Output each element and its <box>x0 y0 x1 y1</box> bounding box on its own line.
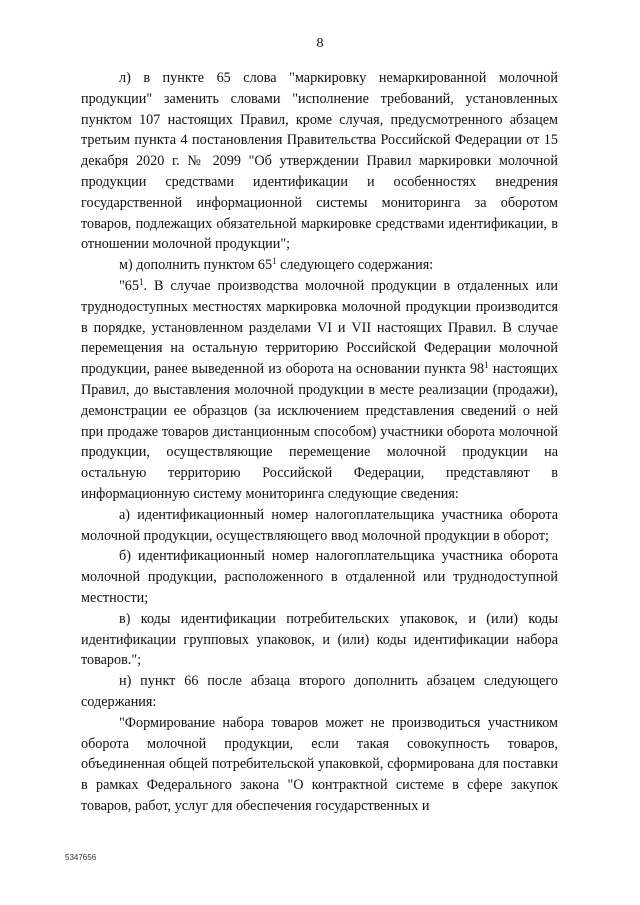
paragraph-text: настоящих Правил, до выставления молочной продукции в месте реализации (продажи), демонстрации ее образцов (за исключением представления сведений о ней при продаже товаров дистанционным способом) участники оборота молочной продукции, осуществляющие перемещение молочной продукции на остальную территорию Российской Федерации, представляют в информационную систему мониторинга следующие сведения: <box>81 361 558 502</box>
paragraph-n <box>81 671 558 713</box>
paragraph-text: "65 <box>119 277 139 294</box>
paragraph-text: б) идентификационный номер налогоплательщика участника оборота молочной продукции, расположенного в отдаленной или труднодоступной местности; <box>81 548 558 606</box>
paragraph-a <box>81 505 558 547</box>
paragraph-b <box>81 546 558 608</box>
superscript-index: 1 <box>484 360 489 371</box>
paragraph-text: в) коды идентификации потребительских упаковок, и (или) коды идентификации групповых упаковок, и (или) коды идентификации набора товаров."; <box>81 610 558 669</box>
document-code: 5347656 <box>65 853 97 862</box>
paragraph-l <box>81 68 558 255</box>
paragraph-65-1 <box>81 276 558 505</box>
paragraph-text: . В случае производства молочной продукции в отдаленных или труднодоступных местностях маркировка молочной продукции производится в порядке, установленном разделами VI и VII настоящих Правил. В случае перемещения на остальную территорию Российской Федерации молочной продукции, ранее выведенной из оборота на основании пункта 98 <box>81 277 558 378</box>
superscript-index: 1 <box>138 276 144 287</box>
paragraph-text: следующего содержания: <box>276 257 434 274</box>
paragraph-text: а) идентификационный номер налогоплательщика участника оборота молочной продукции, осуществляющего ввод молочной продукции в оборот; <box>81 506 558 544</box>
paragraph-text: "Формирование набора товаров может не производиться участником оборота молочной продукции, если такая совокупность товаров, объединенная общей потребительской упаковкой, сформирована для поставки в рамках Федерального закона "О контрактной системе в сфере закупок товаров, работ, услуг для обеспечения государственных и <box>81 714 558 814</box>
paragraph-text: м) дополнить пунктом 65 <box>119 257 273 274</box>
paragraph-text: н) пункт 66 после абзаца второго дополнить абзацем следующего содержания: <box>81 673 558 710</box>
document-body <box>81 68 558 817</box>
page-number: 8 <box>316 36 324 51</box>
paragraph-text: л) в пункте 65 слова "маркировку немаркированной молочной продукции" заменить словами "исполнение требований, установленных пунктом 107 настоящих Правил, кроме случая, предусмотренного абзацем третьим пункта 4 постановления Правительства Российской Федерации от 15 декабря 2020 г. № 2099 "Об утверждении Правил маркировки молочной продукции средствами идентификации и особенностях внедрения государственной информационной системы мониторинга за оборотом товаров, подлежащих обязательной маркировке средствами идентификации, в отношении молочной продукции"; <box>81 70 558 253</box>
superscript-index: 1 <box>272 256 277 267</box>
paragraph-v <box>81 609 558 671</box>
paragraph-m <box>81 255 558 276</box>
paragraph-formation <box>81 713 558 817</box>
